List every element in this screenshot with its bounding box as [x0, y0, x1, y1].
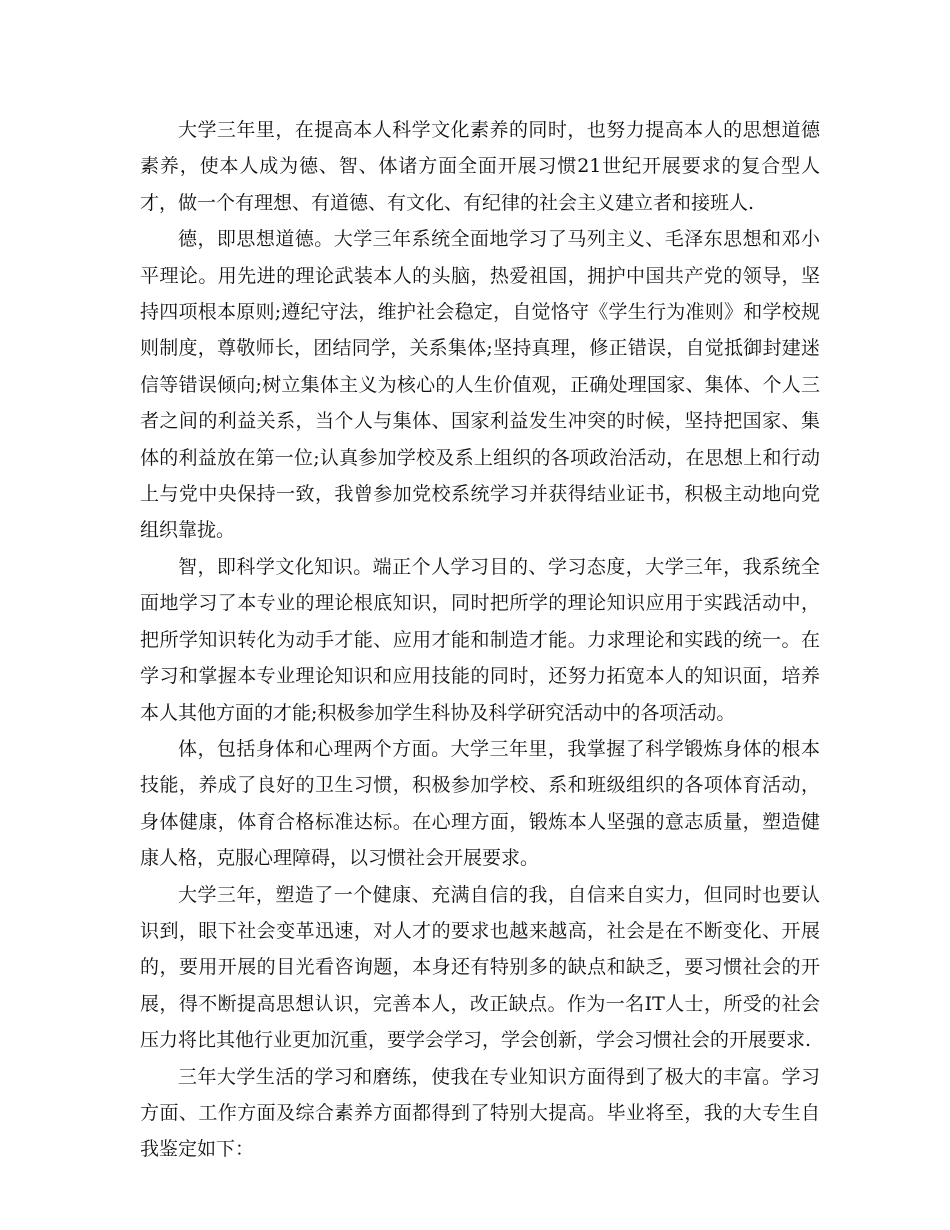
paragraph-physical: 体，包括身体和心理两个方面。大学三年里，我掌握了科学锻炼身体的根本技能，养成了良好的卫生习惯，积极参加学校、系和班级组织的各项体育活动，身体健康，体育合格标准达标。在心理方面，锻炼本人坚强的意志质量，塑造健康人格，克服心理障碍，以习惯社会开展要求。 — [140, 737, 820, 870]
paragraph-intro: 大学三年里，在提高本人科学文化素养的同时，也努力提高本人的思想道德素养，使本人成为德、智、体诸方面全面开展习惯21世纪开展要求的复合型人才，做一个有理想、有道德、有文化、有纪律的社会主义建立者和接班人. — [140, 119, 820, 214]
paragraph-self-reflection: 大学三年，塑造了一个健康、充满自信的我，自信来自实力，但同时也要认识到，眼下社会变革迅速，对人才的要求也越来越高，社会是在不断变化、开展的，要用开展的目光看咨询题，本身还有特别多的缺点和缺乏，要习惯社会的开展，得不断提高思想认识，完善本人，改正缺点。作为一名IT人士，所受的社会压力将比其他行业更加沉重，要学会学习，学会创新，学会习惯社会的开展要求. — [140, 883, 820, 1052]
document-body — [140, 112, 820, 1168]
paragraph-moral: 德，即思想道德。大学三年系统全面地学习了马列主义、毛泽东思想和邓小平理论。用先进的理论武装本人的头脑，热爱祖国，拥护中国共产党的领导，坚持四项根本原则;遵纪守法，维护社会稳定，自觉恪守《学生行为准则》和学校规则制度，尊敬师长，团结同学，关系集体;坚持真理，修正错误，自觉抵御封建迷信等错误倾向;树立集体主义为核心的人生价值观，正确处理国家、集体、个人三者之间的利益关系，当个人与集体、国家利益发生冲突的时候，坚持把国家、集体的利益放在第一位;认真参加学校及系上组织的各项政治活动，在思想上和行动上与党中央保持一致，我曾参加党校系统学习并获得结业证书，积极主动地向党组织靠拢。 — [140, 228, 820, 542]
paragraph-conclusion: 三年大学生活的学习和磨练，使我在专业知识方面得到了极大的丰富。学习方面、工作方面及综合素养方面都得到了特别大提高。毕业将至，我的大专生自我鉴定如下： — [140, 1065, 820, 1161]
paragraph-intellect: 智，即科学文化知识。端正个人学习目的、学习态度，大学三年，我系统全面地学习了本专业的理论根底知识，同时把所学的理论知识应用于实践活动中，把所学知识转化为动手才能、应用才能和制造才能。力求理论和实践的统一。在学习和掌握本专业理论知识和应用技能的同时，还努力拓宽本人的知识面，培养本人其他方面的才能;积极参加学生科协及科学研究活动中的各项活动。 — [140, 555, 820, 724]
